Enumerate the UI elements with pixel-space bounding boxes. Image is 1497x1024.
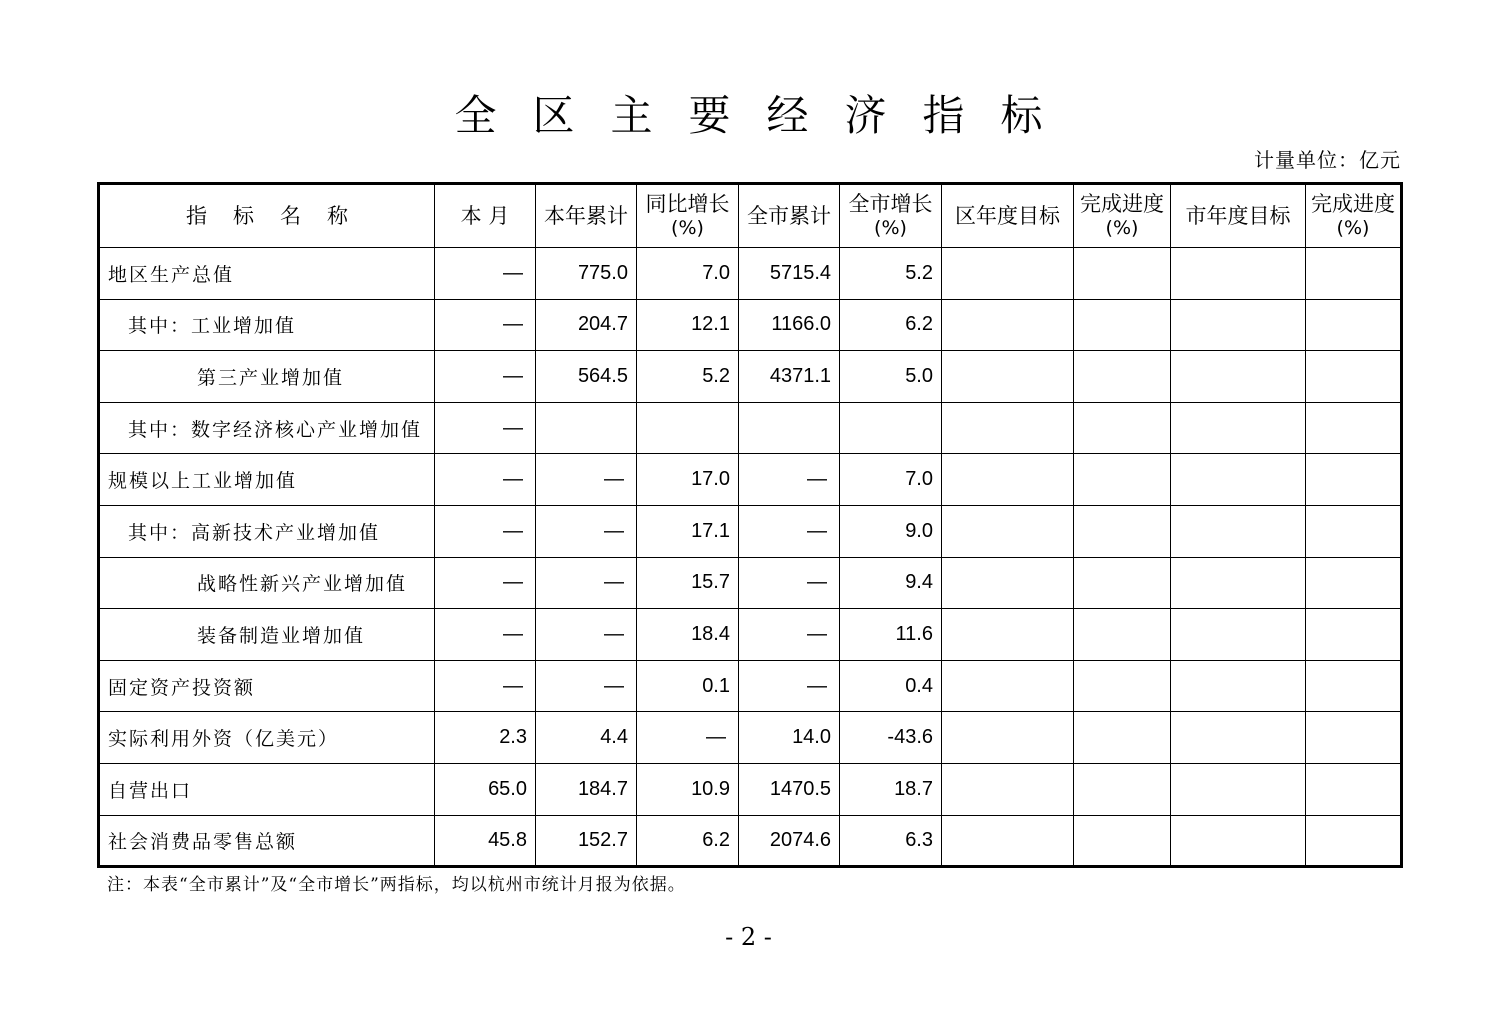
cell-progress-1 (1074, 763, 1171, 815)
cell-progress-1 (1074, 815, 1171, 867)
cell-yoy: — (637, 712, 739, 764)
row-name: 地区生产总值 (99, 248, 435, 300)
cell-city-ytd: 5715.4 (739, 248, 840, 300)
cell-city-target (1171, 609, 1306, 661)
cell-district-target (942, 609, 1074, 661)
cell-progress-2 (1306, 660, 1402, 712)
cell-ytd: 152.7 (536, 815, 637, 867)
cell-month: — (435, 505, 536, 557)
cell-district-target (942, 763, 1074, 815)
row-name: 其中：工业增加值 (99, 299, 435, 351)
cell-district-target (942, 248, 1074, 300)
cell-city-growth: -43.6 (840, 712, 942, 764)
page-title: 全区主要经济指标 (454, 91, 1079, 140)
cell-month: 65.0 (435, 763, 536, 815)
cell-month: 2.3 (435, 712, 536, 764)
cell-ytd: 4.4 (536, 712, 637, 764)
header-city-growth: 全市增长 (%) (840, 184, 942, 248)
cell-city-growth: 6.2 (840, 299, 942, 351)
cell-yoy: 17.0 (637, 454, 739, 506)
cell-month: — (435, 299, 536, 351)
cell-month: — (435, 351, 536, 403)
page-number: - 2 - (725, 923, 772, 951)
cell-district-target (942, 299, 1074, 351)
cell-district-target (942, 505, 1074, 557)
cell-ytd: — (536, 454, 637, 506)
table-row (99, 815, 1402, 867)
cell-city-ytd: 2074.6 (739, 815, 840, 867)
header-name: 指标名称 (99, 184, 435, 248)
cell-city-target (1171, 248, 1306, 300)
cell-city-ytd: — (739, 454, 840, 506)
cell-city-target (1171, 351, 1306, 403)
cell-progress-1 (1074, 609, 1171, 661)
cell-yoy: 5.2 (637, 351, 739, 403)
cell-ytd: — (536, 609, 637, 661)
cell-district-target (942, 402, 1074, 454)
cell-ytd: — (536, 557, 637, 609)
row-name: 装备制造业增加值 (99, 609, 435, 661)
cell-progress-2 (1306, 505, 1402, 557)
cell-progress-1 (1074, 505, 1171, 557)
cell-progress-1 (1074, 351, 1171, 403)
cell-yoy: 6.2 (637, 815, 739, 867)
cell-progress-2 (1306, 763, 1402, 815)
row-name: 固定资产投资额 (99, 660, 435, 712)
cell-yoy (637, 402, 739, 454)
cell-city-ytd (739, 402, 840, 454)
cell-month: — (435, 557, 536, 609)
cell-city-ytd: 1166.0 (739, 299, 840, 351)
row-name: 实际利用外资（亿美元） (99, 712, 435, 764)
cell-yoy: 15.7 (637, 557, 739, 609)
cell-city-target (1171, 299, 1306, 351)
table-row (99, 763, 1402, 815)
cell-city-growth: 5.0 (840, 351, 942, 403)
cell-city-growth: 7.0 (840, 454, 942, 506)
cell-district-target (942, 351, 1074, 403)
cell-progress-2 (1306, 815, 1402, 867)
cell-ytd: 564.5 (536, 351, 637, 403)
cell-progress-1 (1074, 402, 1171, 454)
table-row (99, 660, 1402, 712)
cell-city-target (1171, 763, 1306, 815)
cell-month: — (435, 248, 536, 300)
header-progress-2: 完成进度 (%) (1306, 184, 1402, 248)
table-row (99, 609, 1402, 661)
header-city-target: 市年度目标 (1171, 184, 1306, 248)
header-yoy: 同比增长 (%) (637, 184, 739, 248)
table-row (99, 299, 1402, 351)
cell-ytd: 184.7 (536, 763, 637, 815)
cell-progress-2 (1306, 454, 1402, 506)
cell-progress-1 (1074, 248, 1171, 300)
cell-month: 45.8 (435, 815, 536, 867)
cell-yoy: 7.0 (637, 248, 739, 300)
header-month: 本 月 (435, 184, 536, 248)
cell-city-ytd: — (739, 557, 840, 609)
cell-progress-2 (1306, 609, 1402, 661)
cell-city-target (1171, 454, 1306, 506)
row-name: 其中：高新技术产业增加值 (99, 505, 435, 557)
cell-progress-1 (1074, 712, 1171, 764)
cell-yoy: 18.4 (637, 609, 739, 661)
cell-ytd: 775.0 (536, 248, 637, 300)
cell-city-ytd: 4371.1 (739, 351, 840, 403)
cell-progress-1 (1074, 660, 1171, 712)
cell-month: — (435, 660, 536, 712)
cell-yoy: 12.1 (637, 299, 739, 351)
cell-city-ytd: 1470.5 (739, 763, 840, 815)
cell-progress-2 (1306, 402, 1402, 454)
unit-label: 计量单位：亿元 (1254, 148, 1401, 172)
cell-progress-2 (1306, 712, 1402, 764)
header-district-target: 区年度目标 (942, 184, 1074, 248)
cell-ytd: — (536, 505, 637, 557)
cell-progress-1 (1074, 454, 1171, 506)
cell-month: — (435, 454, 536, 506)
cell-city-target (1171, 505, 1306, 557)
cell-progress-2 (1306, 557, 1402, 609)
cell-ytd: 204.7 (536, 299, 637, 351)
cell-district-target (942, 660, 1074, 712)
cell-ytd (536, 402, 637, 454)
table-row (99, 557, 1402, 609)
table-row (99, 505, 1402, 557)
cell-city-target (1171, 712, 1306, 764)
cell-yoy: 10.9 (637, 763, 739, 815)
row-name: 战略性新兴产业增加值 (99, 557, 435, 609)
header-ytd: 本年累计 (536, 184, 637, 248)
table-header-row (99, 184, 1402, 248)
header-city-ytd: 全市累计 (739, 184, 840, 248)
cell-city-growth: 9.4 (840, 557, 942, 609)
cell-city-target (1171, 402, 1306, 454)
cell-progress-1 (1074, 557, 1171, 609)
cell-city-growth: 6.3 (840, 815, 942, 867)
cell-yoy: 0.1 (637, 660, 739, 712)
cell-city-growth: 18.7 (840, 763, 942, 815)
cell-city-growth: 5.2 (840, 248, 942, 300)
table-row (99, 454, 1402, 506)
cell-city-ytd: — (739, 660, 840, 712)
cell-progress-2 (1306, 299, 1402, 351)
cell-city-target (1171, 815, 1306, 867)
cell-district-target (942, 454, 1074, 506)
row-name: 第三产业增加值 (99, 351, 435, 403)
cell-progress-2 (1306, 248, 1402, 300)
cell-yoy: 17.1 (637, 505, 739, 557)
cell-city-ytd: — (739, 609, 840, 661)
table-row (99, 351, 1402, 403)
table-note: 注：本表“全市累计”及“全市增长”两指标，均以杭州市统计月报为依据。 (107, 875, 686, 895)
cell-month: — (435, 402, 536, 454)
cell-city-growth: 0.4 (840, 660, 942, 712)
cell-city-growth (840, 402, 942, 454)
cell-ytd: — (536, 660, 637, 712)
cell-city-ytd: — (739, 505, 840, 557)
row-name: 规模以上工业增加值 (99, 454, 435, 506)
cell-progress-2 (1306, 351, 1402, 403)
cell-city-target (1171, 557, 1306, 609)
cell-city-growth: 11.6 (840, 609, 942, 661)
row-name: 自营出口 (99, 763, 435, 815)
cell-district-target (942, 712, 1074, 764)
cell-district-target (942, 557, 1074, 609)
table-row (99, 712, 1402, 764)
header-progress-1: 完成进度 (%) (1074, 184, 1171, 248)
cell-district-target (942, 815, 1074, 867)
cell-month: — (435, 609, 536, 661)
table-row (99, 248, 1402, 300)
cell-city-ytd: 14.0 (739, 712, 840, 764)
cell-city-growth: 9.0 (840, 505, 942, 557)
row-name: 社会消费品零售总额 (99, 815, 435, 867)
row-name: 其中：数字经济核心产业增加值 (99, 402, 435, 454)
cell-progress-1 (1074, 299, 1171, 351)
table-row (99, 402, 1402, 454)
economic-indicators-table (97, 182, 1403, 868)
cell-city-target (1171, 660, 1306, 712)
